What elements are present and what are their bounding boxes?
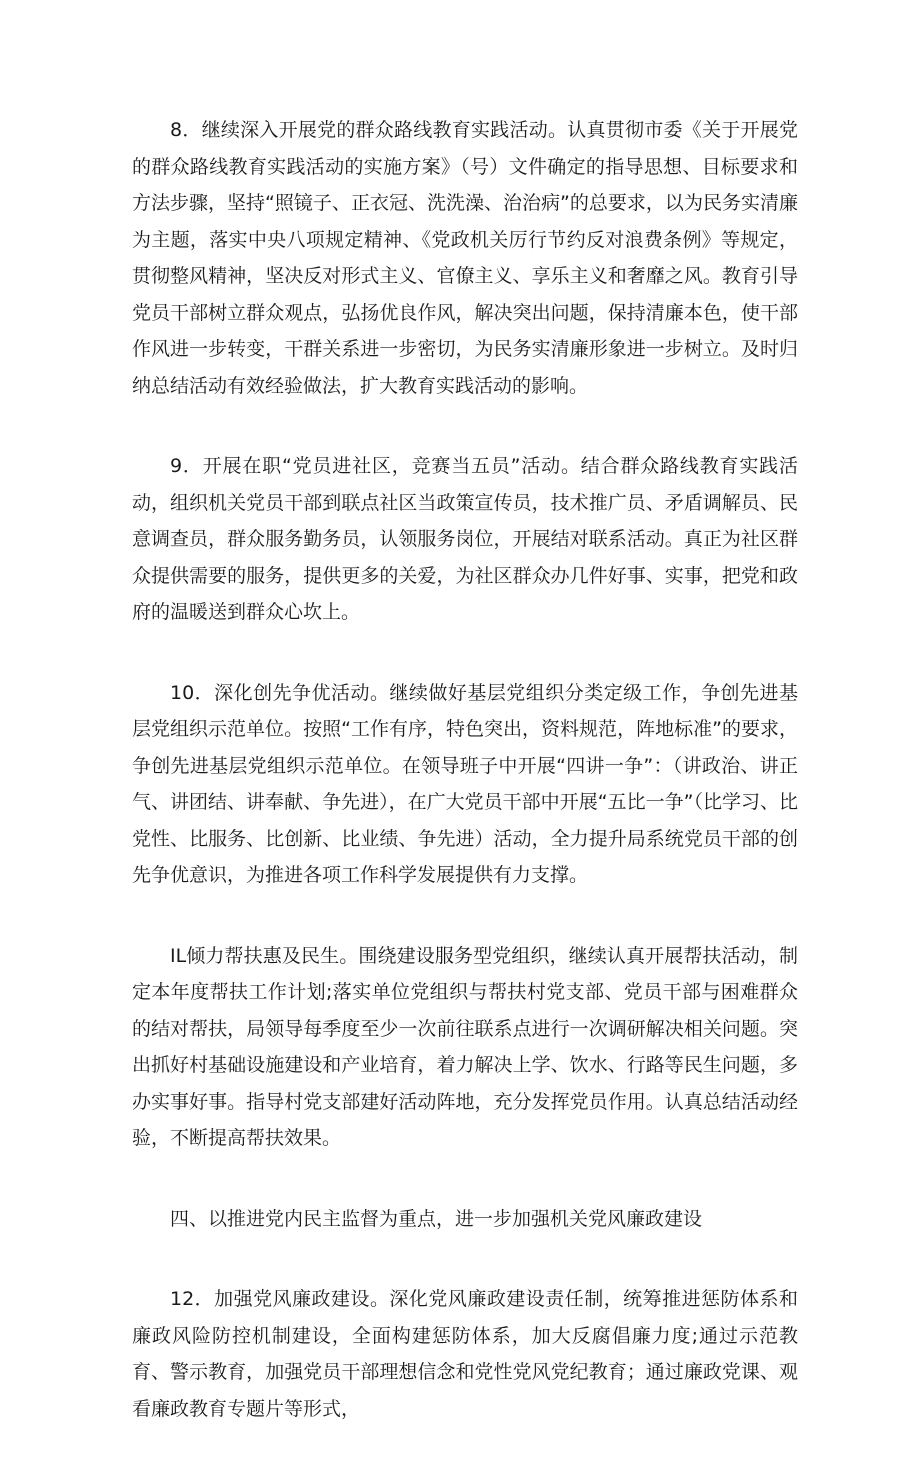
document-body <box>132 112 798 1471</box>
section-heading-4: 四、以推进党内民主监督为重点，进一步加强机关党风廉政建设 <box>170 1207 703 1230</box>
paragraph-item-11: IL倾力帮扶惠及民生。围绕建设服务型党组织，继续认真开展帮扶活动，制定本年度帮扶工作计划;落实单位党组织与帮扶村党支部、党员干部与困难群众的结对帮扶，局领导每季度至少一次前往联系点进行一次调研解决相关问题。突出抓好村基础设施建设和产业培育，着力解决上学、饮水、行路等民生问题，多办实事好事。指导村党支部建好活动阵地，充分发挥党员作用。认真总结活动经验，不断提高帮扶效果。 <box>132 944 798 1149</box>
paragraph-item-10: 10．深化创先争优活动。继续做好基层党组织分类定级工作，争创先进基层党组织示范单位。按照“工作有序，特色突出，资料规范，阵地标准”的要求，争创先进基层党组织示范单位。在领导班子中开展“四讲一争”：（讲政治、讲正气、讲团结、讲奉献、争先进），在广大党员干部中开展“五比一争”（比学习、比党性、比服务、比创新、比业绩、争先进）活动，全力提升局系统党员干部的创先争优意识，为推进各项工作科学发展提供有力支撑。 <box>132 681 798 886</box>
paragraph-item-9: 9．开展在职“党员进社区，竞赛当五员”活动。结合群众路线教育实践活动，组织机关党员干部到联点社区当政策宣传员，技术推广员、矛盾调解员、民意调查员，群众服务勤务员，认领服务岗位，开展结对联系活动。真正为社区群众提供需要的服务，提供更多的关爱，为社区群众办几件好事、实事，把党和政府的温暖送到群众心坎上。 <box>132 455 798 623</box>
paragraph-item-12: 12．加强党风廉政建设。深化党风廉政建设责任制，统筹推进惩防体系和廉政风险防控机制建设，全面构建惩防体系，加大反腐倡廉力度;通过示范教育、警示教育，加强党员干部理想信念和党性党风党纪教育；通过廉政党课、观看廉政教育专题片等形式， <box>132 1288 798 1420</box>
paragraph-item-8: 8．继续深入开展党的群众路线教育实践活动。认真贯彻市委《关于开展党的群众路线教育实践活动的实施方案》（号）文件确定的指导思想、目标要求和方法步骤，坚持“照镜子、正衣冠、洗洗澡、治治病”的总要求，以为民务实清廉为主题，落实中央八项规定精神、《党政机关厉行节约反对浪费条例》等规定，贯彻整风精神，坚决反对形式主义、官僚主义、享乐主义和奢靡之风。教育引导党员干部树立群众观点，弘扬优良作风，解决突出问题，保持清廉本色，使干部作风进一步转变，干群关系进一步密切，为民务实清廉形象进一步树立。及时归纳总结活动有效经验做法，扩大教育实践活动的影响。 <box>132 119 798 397</box>
